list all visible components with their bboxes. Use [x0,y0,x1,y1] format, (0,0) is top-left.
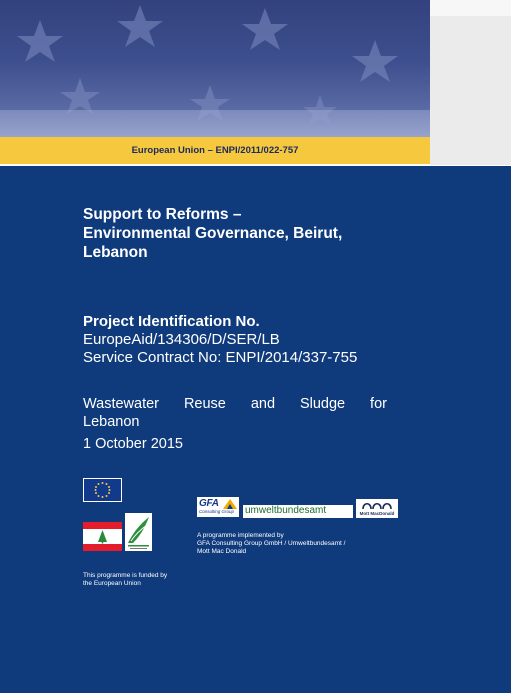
eu-flag-banner [0,0,430,137]
subject-word: Reuse [183,396,226,412]
subject-word: for [370,396,387,412]
implementation-note [197,532,407,556]
uba-name: umweltbundesamt [245,505,327,516]
title-line-1: Support to Reforms – [83,206,242,223]
side-strip-top [430,0,511,16]
mott-macdonald-logo [356,499,398,518]
title-line-3: Lebanon [83,244,148,261]
subject-word: Sludge [299,396,346,412]
mott-name: Mott MacDonald [359,511,395,516]
project-id-label: Project Identification No. [83,313,260,330]
gfa-name: GFA [199,498,219,509]
subject-word: and [250,396,276,412]
gfa-tagline: Consulting Group [199,509,235,514]
subject-word: Wastewater [83,396,160,412]
service-contract-number: Service Contract No: ENPI/2014/337-755 [83,349,358,366]
gfa-logo [197,497,239,517]
funding-note: This programme is funded by the European Union [83,572,168,587]
subject-line-1 [83,395,387,413]
contract-reference: European Union – ENPI/2011/022-757 [131,145,299,156]
europeaid-number: EuropeAid/134306/D/SER/LB [83,331,280,348]
impl-note-line-2: GFA Consulting Group GmbH / Umweltbundesamt / [197,540,346,547]
report-title [83,205,413,262]
impl-note-line-1: A programme implemented by [197,532,284,539]
umweltbundesamt-logo [243,505,353,518]
side-strip [430,0,511,165]
ministry-environment-logo [125,513,152,551]
report-date: 1 October 2015 [83,436,183,452]
eu-flag-icon [83,478,122,502]
lebanon-flag-icon [83,522,122,551]
impl-note-line-3: Mott Mac Donald [197,548,247,555]
report-subject [83,395,387,431]
title-line-2: Environmental Governance, Beirut, [83,225,343,242]
subject-line-2: Lebanon [83,414,140,430]
